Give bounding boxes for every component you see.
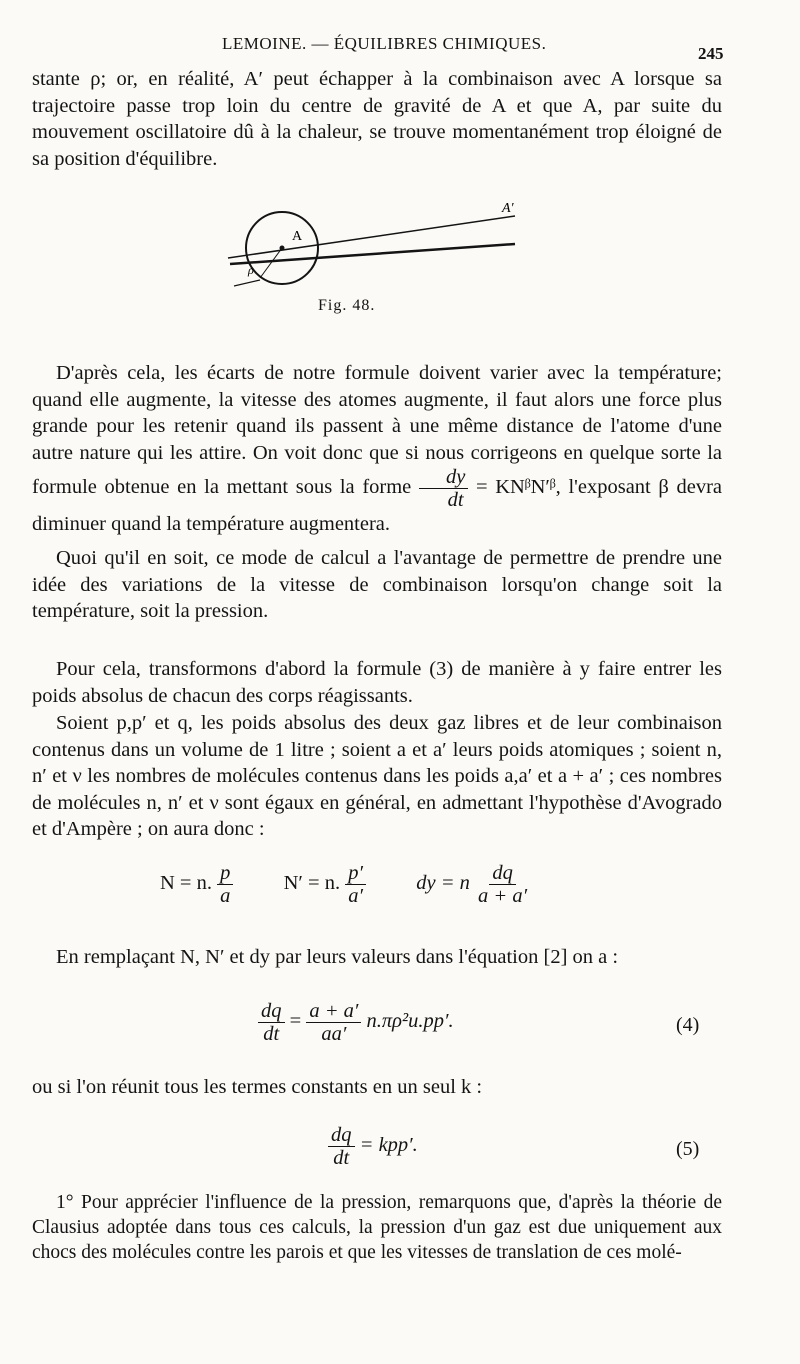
eq4-dt: dt [263,1023,280,1045]
paragraph-1 [32,66,722,172]
eq4-den: aa′ [321,1023,347,1045]
paragraph-2-end: l'exposant β devra diminuer quand la température augmentera. [32,476,723,536]
footnote-text: 1° Pour apprécier l'influence de la pression, remarquons que, d'après la théorie de Clausius adoptée dans tous ces calculs, la pression d'un gaz est due uniquement aux chocs des molécules contre les parois et que les vitesses de translation de ces molé- [32,1192,722,1263]
paragraph-2-text [32,360,722,538]
eq5-dt: dt [333,1147,350,1169]
paragraph-6 [32,944,722,971]
n-prime-equation: N′ = n. [283,872,341,895]
rho-label: ρ [248,263,254,277]
a-den: a [220,885,231,907]
equation-4-label: (4) [676,1014,700,1036]
page-number: 245 [698,44,724,63]
figure-caption: Fig. 48. [318,297,376,314]
eq5-dq-dt [328,1124,355,1169]
n-equation: N = n. [160,872,212,895]
running-head: LEMOINE. — ÉQUILIBRES CHIMIQUES. [222,34,547,53]
trajectory-line-2 [230,244,515,264]
a-prime-den: a′ [348,885,363,907]
paragraph-7 [32,1074,722,1101]
paragraph-4 [32,656,722,709]
eq4-coefficient [306,1000,361,1045]
paragraph-5 [32,710,722,843]
dt-denominator: dt [447,489,464,512]
eq5-dq: dq [328,1124,355,1147]
atom-label-a-prime: A′ [502,201,514,216]
equation-5 [328,1124,418,1169]
dq-num: dq [489,862,516,885]
paragraph-1-text: stante ρ; or, en réalité, A′ peut échapper à la combinaison avec A lorsque sa trajectoire passe trop loin du centre de gravité de A et que A, par suite du mouvement oscillatoire dû à la chaleur, se trouve momentanément trop éloigné de sa position d'équilibre. [32,68,722,170]
paragraph-2 [32,360,722,538]
dy-numerator: dy [419,466,468,489]
eq4-num: a + a′ [306,1000,361,1023]
dq-dt-fraction [258,1000,285,1045]
eq4-dq: dq [258,1000,285,1023]
equation-4: $\frac{dq}{dt}$ = $\frac{a + a'}{aa'}$ n.πρ²u.pp′. [258,1000,454,1045]
paragraph-6-text: En remplaçant N, N′ et dy par leurs valeurs dans l'équation [2] on a : [56,946,619,968]
arrow-line [234,280,260,286]
p-over-a [217,862,233,907]
p-num: p [217,862,233,885]
paragraph-4-text: Pour cela, transformons d'abord la formule (3) de manière à y faire entrer les poids absolus de chacun des corps réagissants. [32,658,722,707]
paragraph-7-text: ou si l'on réunit tous les termes constants en un seul k : [32,1076,483,1098]
dy-dt-fraction [419,466,468,511]
page-header [0,34,800,62]
formula-rhs: = KNᵝN′ᵝ, [475,476,561,499]
dy-equation: dy = n [416,872,470,895]
a-plus-a-prime-den: a + a′ [478,885,528,907]
footnote [32,1190,722,1265]
paragraph-3-text: Quoi qu'il en soit, ce mode de calcul a l'avantage de permettre de prendre une idée des variations de la vitesse de combinaison lorsqu'on change soit la température, soit la pression. [32,547,722,623]
atom-label-a: A [292,229,303,244]
dq-over-a-plus-a-prime [475,862,530,907]
p-prime-over-a-prime [345,862,366,907]
eq4-rhs: n.πρ²u.pp′. [366,1010,454,1033]
paragraph-3 [32,545,722,625]
p-prime-num: p′ [345,862,366,885]
paragraph-5-text: Soient p,p′ et q, les poids absolus des deux gaz libres et de leur combinaison contenus dans un volume de 1 litre ; soient a et a′ leurs poids atomiques ; soient n, n′ et ν les nombres de molécules contenus dans les poids a,a′ et a + a′ ; ces nombres de molécules n, n′ et ν sont égaux en général, en admettant l'hypothèse d'Avogrado et d'Ampère ; on aura donc : [32,712,722,841]
eq5-rhs: = kpp′. [359,1134,418,1157]
definitions-row [160,862,530,907]
paragraph-2-body: D'après cela, les écarts de notre formule doivent varier avec la température; quand elle augmente, la vitesse des atomes augmente, il faut alors une force plus grande pour les retenir quand ils passent à une même distance de l'atome d'une autre nature qui les attire. On voit donc que si nous corrigeons en quelque sorte la formule obtenue en la mettant sous la forme [32,362,722,499]
equation-5-label: (5) [676,1138,700,1160]
trajectory-line [228,216,515,258]
